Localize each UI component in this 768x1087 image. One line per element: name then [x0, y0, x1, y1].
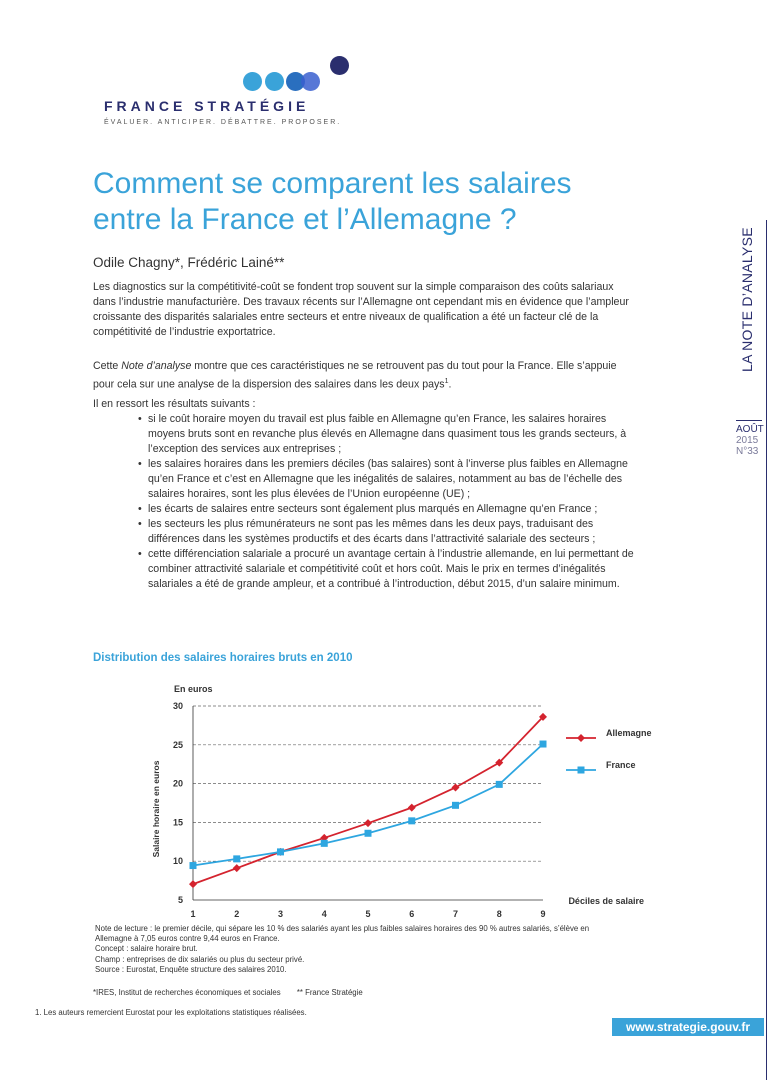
- note-concept: Concept : salaire horaire brut.: [95, 944, 198, 954]
- list-item: • les secteurs les plus rémunérateurs ne sont pas les mêmes dans les deux pays, traduisant des différences dans les systèmes productifs et des écarts dans l’attractivité salariale des secteurs ;: [130, 517, 636, 547]
- data-point: [321, 840, 328, 847]
- data-point: [365, 830, 372, 837]
- data-point: [277, 848, 284, 855]
- issue-month: AOÛT: [736, 424, 764, 435]
- footnote-ref: 1: [444, 378, 449, 385]
- issue-year: 2015: [736, 435, 759, 446]
- x-tick-label: 4: [321, 909, 327, 919]
- data-point: [496, 781, 503, 788]
- list-item: • les salaires horaires dans les premiers déciles (bas salaires) sont à l’inverse plus faibles en Allemagne qu’en France et c’est en Allemagne que les inégalités de salaires, notamment au bas de l’échelle des salaires horaires, sont les plus élevées de l’Union européenne (UE) ;: [130, 457, 636, 502]
- data-point: [408, 804, 416, 812]
- y-tick-label: 25: [172, 739, 183, 750]
- y-tick-label: 5: [177, 895, 183, 905]
- x-tick-label: 6: [409, 909, 415, 919]
- x-tick-label: 8: [496, 909, 502, 919]
- y-tick-label: 15: [172, 817, 183, 828]
- legend-label: Allemagne: [606, 728, 652, 738]
- footnote: 1. Les auteurs remercient Eurostat pour les exploitations statistiques réalisées.: [35, 1008, 307, 1017]
- data-point: [452, 783, 460, 791]
- p2-end: .: [448, 378, 452, 391]
- data-point: [540, 741, 547, 748]
- x-tick-label: 1: [190, 909, 196, 919]
- data-point: [233, 855, 240, 862]
- x-tick-label: 9: [540, 909, 546, 919]
- title-line-2: entre la France et l’Allemagne ?: [93, 203, 517, 236]
- y-tick-label: 20: [172, 778, 183, 789]
- unit-label: En euros: [174, 684, 213, 694]
- affiliation-1: *IRES, Institut de recherches économiques et sociales: [93, 988, 281, 997]
- data-point: [408, 817, 415, 824]
- data-point: [364, 819, 372, 827]
- logo-brand: FRANCE STRATÉGIE: [104, 98, 310, 114]
- note-scope: Champ : entreprises de dix salariés ou plus du secteur privé.: [95, 954, 305, 964]
- list-item: • les écarts de salaires entre secteurs sont également plus marqués en Allemagne qu’en France ;: [130, 502, 636, 517]
- note-source: Source : Eurostat, Enquête structure des salaires 2010.: [95, 964, 287, 974]
- chart-title: Distribution des salaires horaires bruts en 2010: [93, 652, 353, 664]
- list-item: • si le coût horaire moyen du travail est plus faible en Allemagne qu’en France, les salaires horaires moyens bruts sont en revanche plus élevés en Allemagne dans quasiment tous les grands secteurs, à l’exception des services aux entreprises ;: [130, 412, 636, 457]
- x-tick-label: 5: [365, 909, 371, 919]
- title-line-1: Comment se comparent les salaires: [93, 167, 572, 200]
- affiliations: [93, 988, 363, 997]
- x-tick-label: 3: [277, 909, 284, 919]
- intro-paragraph-1: Les diagnostics sur la compétitivité-coût se fondent trop souvent sur la simple comparaison des coûts salariaux dans l’industrie manufacturière. Des travaux récents sur l’Allemagne ont cependant mis en évidence que l’ampleur croissante des disparités salariales entre secteurs et entre niveaux de qualification a été un facteur clé de la compétitivité de l’industrie exportatrice.: [93, 281, 629, 338]
- list-item: • cette différenciation salariale a procuré un avantage certain à l’industrie allemande, en lui permettant de combiner attractivité salariale et compétitivité coût et hors coût. Mais le prix en termes d’inégalités salariales a été de grande ampleur, et a contribué à l’introduction, début 2015, d’un salaire minimum.: [130, 547, 636, 592]
- data-point: [233, 864, 241, 872]
- legend-label: France: [606, 760, 636, 770]
- series-line-france: [193, 744, 543, 866]
- intro-paragraph-3: Il en ressort les résultats suivants :: [93, 398, 256, 410]
- affiliation-2: ** France Stratégie: [296, 988, 363, 997]
- authors: Odile Chagny*, Frédéric Lainé**: [93, 255, 285, 270]
- p2-before: Cette: [93, 360, 122, 372]
- logo-tagline: ÉVALUER. ANTICIPER. DÉBATTRE. PROPOSER.: [104, 119, 342, 126]
- series-label-text: LA NOTE D’ANALYSE: [739, 227, 755, 372]
- legend-marker: [578, 767, 585, 774]
- y-axis-label: Salaire horaire en euros: [151, 760, 161, 858]
- issue-number: N°33: [736, 446, 759, 457]
- y-tick-label: 10: [172, 856, 183, 867]
- x-axis-label: Déciles de salaire: [568, 896, 644, 906]
- data-point: [189, 880, 197, 888]
- x-tick-label: 2: [234, 909, 240, 919]
- y-tick-label: 30: [172, 701, 183, 711]
- note-reading: Note de lecture : le premier décile, qui sépare les 10 % des salariés ayant les plus faibles salaires horaires des 90 % autres salariés, s’élève en Allemagne à 7,05 euros contre 9,44 euros en France.: [95, 924, 590, 944]
- x-tick-label: 7: [452, 909, 459, 919]
- legend-marker: [577, 734, 585, 742]
- series-line-allemagne: [193, 717, 543, 884]
- data-point: [190, 862, 197, 869]
- data-point: [452, 802, 459, 809]
- p2-italic: Note d’analyse: [121, 360, 192, 372]
- p2-after: montre que ces caractéristiques ne se retrouvent pas du tout pour la France. Elle s’appuie pour cela sur une analyse de la dispersion des salaires dans les deux pays: [93, 360, 617, 391]
- website-link[interactable]: www.strategie.gouv.fr: [612, 1018, 764, 1036]
- chart-notes: [95, 924, 595, 975]
